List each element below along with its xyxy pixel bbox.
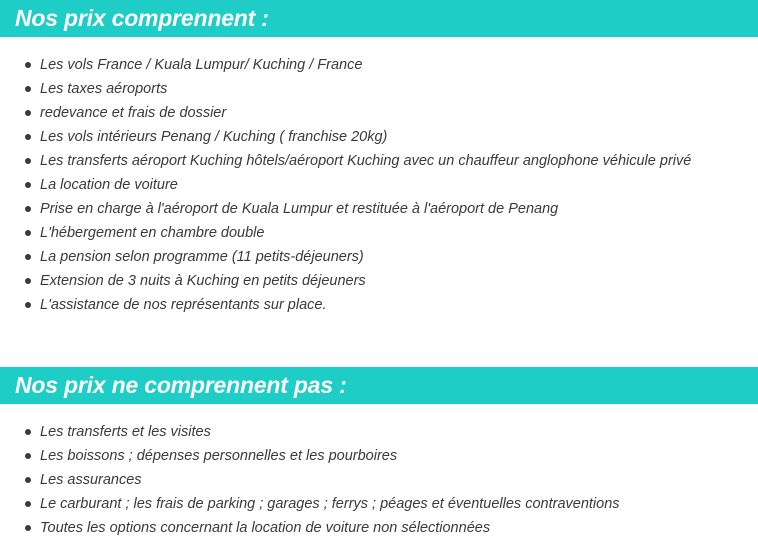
list-item (0, 221, 758, 245)
list-item (0, 149, 758, 173)
list-item-text: L'hébergement en chambre double (40, 225, 265, 241)
bullet-icon (25, 278, 31, 284)
list-item-text: Les vols France / Kuala Lumpur/ Kuching / France (40, 57, 363, 73)
list-item (0, 173, 758, 197)
excluded-section-title: Nos prix ne comprennent pas : (0, 367, 758, 404)
bullet-icon (25, 525, 31, 531)
list-item-text: La pension selon programme (11 petits-déjeuners) (40, 249, 364, 265)
list-item-text: La location de voiture (40, 177, 178, 193)
bullet-icon (25, 134, 31, 140)
list-item (0, 53, 758, 77)
list-item-text: Extension de 3 nuits à Kuching en petits déjeuners (40, 273, 366, 289)
bullet-icon (25, 429, 31, 435)
bullet-icon (25, 206, 31, 212)
list-item-text: Les transferts et les visites (40, 424, 211, 440)
list-item (0, 468, 758, 492)
list-item (0, 444, 758, 468)
list-item-text: Les assurances (40, 472, 142, 488)
list-item-text: Les boissons ; dépenses personnelles et les pourboires (40, 448, 398, 464)
bullet-icon (25, 302, 31, 308)
list-item (0, 420, 758, 444)
bullet-icon (25, 182, 31, 188)
list-item-text: Les vols intérieurs Penang / Kuching ( franchise 20kg) (40, 129, 388, 145)
list-item-text: Le carburant ; les frais de parking ; garages ; ferrys ; péages et éventuelles contraventions (40, 496, 620, 512)
list-item-text: Toutes les options concernant la location de voiture non sélectionnées (40, 520, 491, 536)
bullet-icon (25, 230, 31, 236)
excluded-items-list (0, 420, 758, 540)
list-item (0, 125, 758, 149)
bullet-icon (25, 158, 31, 164)
list-item (0, 492, 758, 516)
included-items-list (0, 53, 758, 317)
list-item-text: Les transferts aéroport Kuching hôtels/aéroport Kuching avec un chauffeur anglophone véhicule privé (40, 153, 692, 169)
list-item-text: redevance et frais de dossier (40, 105, 227, 121)
bullet-icon (25, 477, 31, 483)
list-item (0, 245, 758, 269)
bullet-icon (25, 254, 31, 260)
bullet-icon (25, 501, 31, 507)
list-item (0, 101, 758, 125)
list-item (0, 293, 758, 317)
list-item-text: Les taxes aéroports (40, 81, 168, 97)
list-item-text: L'assistance de nos représentants sur place. (40, 297, 327, 313)
list-item (0, 197, 758, 221)
bullet-icon (25, 62, 31, 68)
list-item-text: Prise en charge à l'aéroport de Kuala Lumpur et restituée à l'aéroport de Penang (40, 201, 559, 217)
bullet-icon (25, 86, 31, 92)
bullet-icon (25, 453, 31, 459)
list-item (0, 269, 758, 293)
list-item (0, 516, 758, 540)
list-item (0, 77, 758, 101)
bullet-icon (25, 110, 31, 116)
included-section-title: Nos prix comprennent : (0, 0, 758, 37)
